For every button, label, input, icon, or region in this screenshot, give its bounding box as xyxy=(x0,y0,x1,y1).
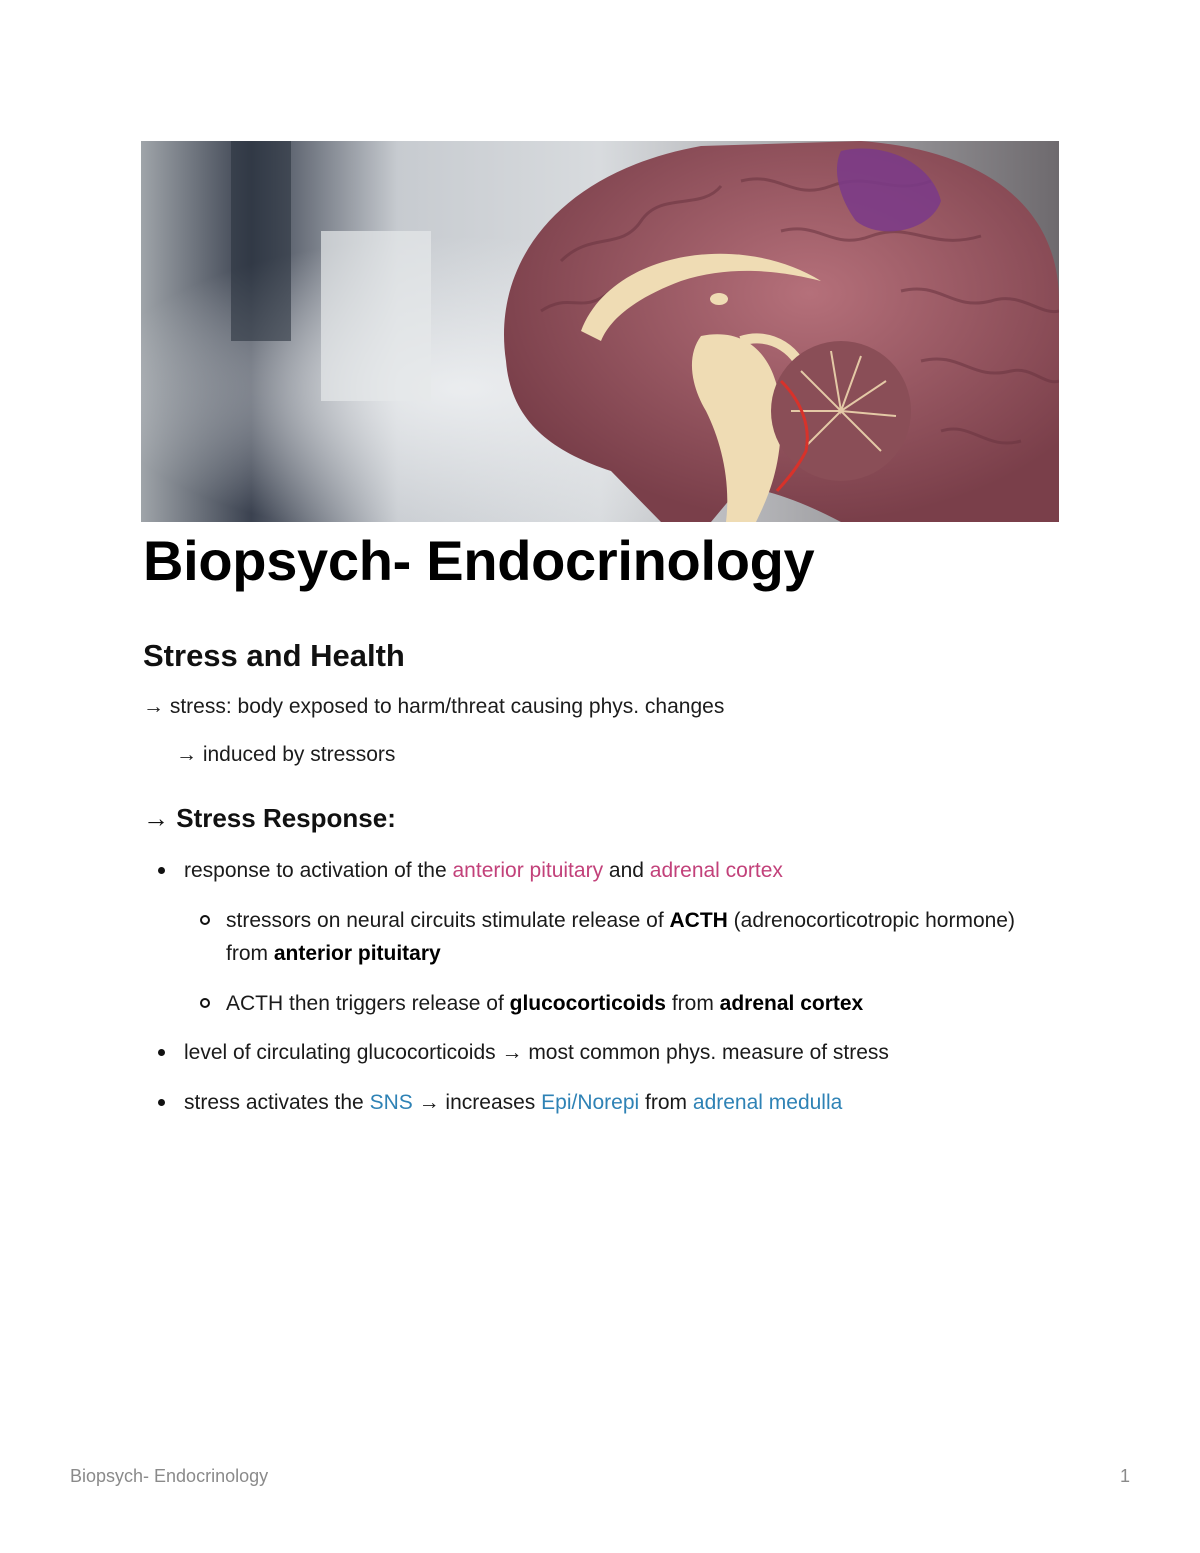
sub-list-item xyxy=(200,904,1038,971)
highlight-text: Epi/Norepi xyxy=(541,1090,640,1114)
list-item-text: from xyxy=(639,1090,693,1114)
highlight-text: SNS xyxy=(369,1090,413,1114)
list-item-text: and xyxy=(603,859,650,882)
bullet-list xyxy=(158,854,1038,1136)
page-title: Biopsych- Endocrinology xyxy=(143,529,815,592)
definition-line: → stress: body exposed to harm/threat causing phys. changes xyxy=(143,695,725,718)
list-item xyxy=(158,1086,1038,1120)
list-item-text: response to activation of the xyxy=(184,859,453,882)
bold-term: anterior pituitary xyxy=(273,942,441,966)
cover-image xyxy=(141,141,1059,522)
list-item-text: ACTH then triggers release of xyxy=(226,991,510,1015)
section-heading: Stress and Health xyxy=(143,638,405,673)
sub-list-item xyxy=(200,987,1038,1021)
list-item-text: → increases xyxy=(412,1090,542,1114)
highlight-text: anterior pituitary xyxy=(452,859,604,882)
list-item-text: level of circulating glucocorticoids → most common phys. measure of stress xyxy=(184,1041,889,1065)
footer-title: Biopsych- Endocrinology xyxy=(70,1466,269,1486)
bold-term: glucocorticoids xyxy=(509,991,666,1015)
definition-subline: → induced by stressors xyxy=(176,743,396,766)
highlight-text: adrenal medulla xyxy=(692,1090,843,1114)
list-item xyxy=(158,854,1038,1020)
sub-bullet-list xyxy=(200,904,1038,1021)
brain-model-photo-icon xyxy=(141,141,1059,522)
list-item-text: stress activates the xyxy=(184,1090,370,1114)
list-item-text: from xyxy=(665,991,720,1015)
bold-term: ACTH xyxy=(669,908,728,932)
list-item-text: stressors on neural circuits stimulate release of xyxy=(226,908,670,932)
page-number: 1 xyxy=(1119,1466,1130,1486)
highlight-text: adrenal cortex xyxy=(649,859,783,882)
list-item xyxy=(158,1036,1038,1070)
subsection-heading: → Stress Response: xyxy=(143,803,396,833)
bold-term: adrenal cortex xyxy=(719,991,864,1015)
list-item-text: (adrenocorticotropic hormone) from xyxy=(226,908,1015,966)
